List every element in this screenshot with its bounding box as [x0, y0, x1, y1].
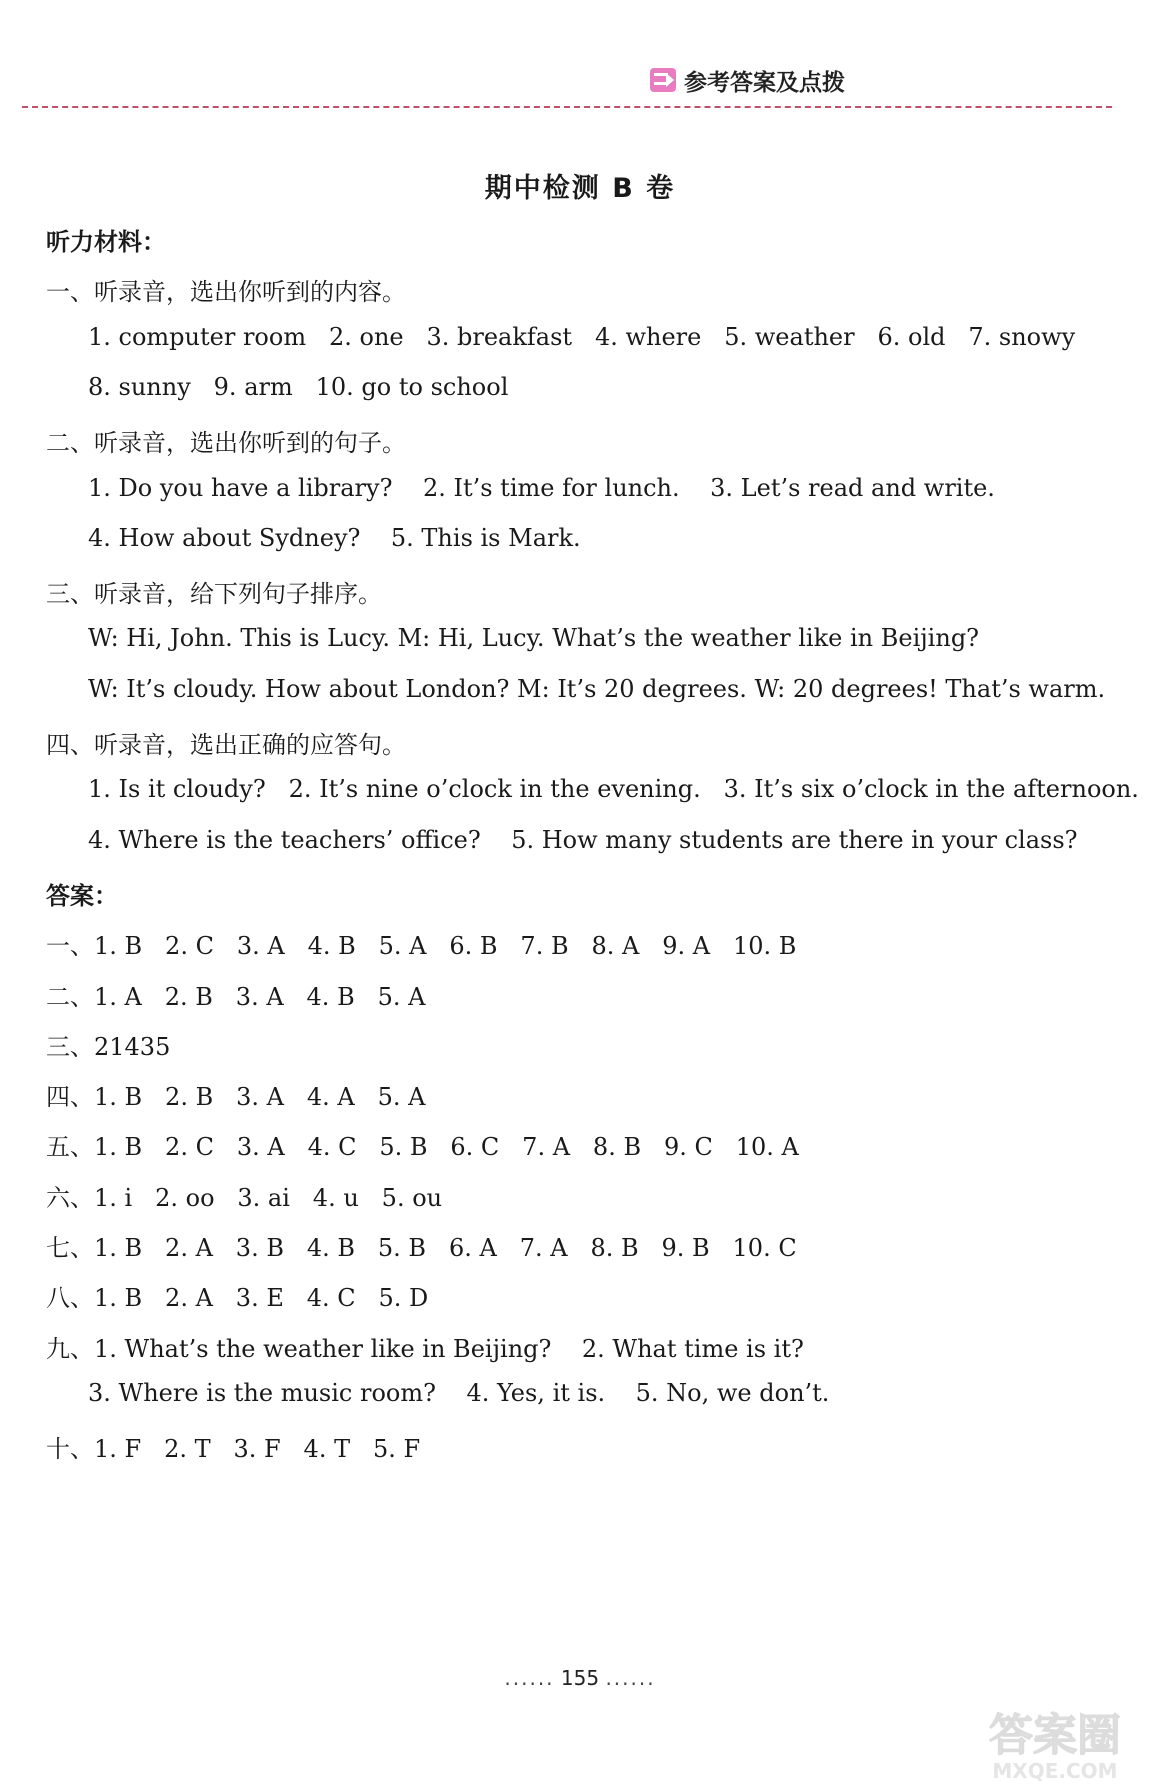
- page-title: 期中检测 B 卷: [484, 173, 676, 204]
- listening-line: 三、听录音，给下列句子排序。: [46, 580, 382, 609]
- answer-line: 十、1. F 2. T 3. F 4. T 5. F: [46, 1435, 421, 1464]
- arrow-icon: [650, 68, 676, 92]
- page-header: [650, 62, 845, 98]
- header-divider: [22, 106, 1112, 108]
- watermark-logo: [965, 1700, 1145, 1784]
- listening-line: 4. Where is the teachers’ office? 5. How many students are there in your class?: [88, 825, 1078, 854]
- footer-dots-right: ......: [605, 1666, 656, 1690]
- section-label-listening: 听力材料：: [46, 228, 166, 256]
- section-label-answers: 答案：: [46, 881, 118, 910]
- listening-line: 1. computer room 2. one 3. breakfast 4. where 5. weather 6. old 7. snowy: [88, 322, 1076, 351]
- answer-line: 八、1. B 2. A 3. E 4. C 5. D: [46, 1284, 429, 1313]
- header-title: 参考答案及点拨: [684, 69, 845, 96]
- listening-line: 二、听录音，选出你听到的句子。: [46, 429, 406, 458]
- listening-line: 一、听录音，选出你听到的内容。: [46, 278, 406, 307]
- watermark-url: MXQE.COM: [992, 1759, 1118, 1783]
- answer-line: 六、1. i 2. oo 3. ai 4. u 5. ou: [46, 1183, 443, 1212]
- answer-line: 九、1. What’s the weather like in Beijing? 2. What time is it?: [46, 1334, 804, 1363]
- answer-line: 三、21435: [46, 1032, 171, 1061]
- listening-line: 1. Is it cloudy? 2. It’s nine o’clock in the evening. 3. It’s six o’clock in the afternoon.: [88, 775, 1139, 804]
- answer-line: 二、1. A 2. B 3. A 4. B 5. A: [46, 982, 426, 1011]
- answer-line: 七、1. B 2. A 3. B 4. B 5. B 6. A 7. A 8. B 9. B 10. C: [46, 1234, 797, 1262]
- listening-line: 1. Do you have a library? 2. It’s time for lunch. 3. Let’s read and write.: [88, 473, 995, 502]
- footer-dots-left: ......: [504, 1666, 555, 1690]
- listening-line: 8. sunny 9. arm 10. go to school: [88, 372, 509, 401]
- listening-line: W: It’s cloudy. How about London? M: It’s 20 degrees. W: 20 degrees! That’s warm.: [88, 674, 1106, 703]
- listening-line: W: Hi, John. This is Lucy. M: Hi, Lucy. What’s the weather like in Beijing?: [88, 624, 980, 653]
- listening-line: 四、听录音，选出正确的应答句。: [46, 731, 406, 759]
- answer-line: 四、1. B 2. B 3. A 4. A 5. A: [46, 1083, 426, 1112]
- answer-line: 一、1. B 2. C 3. A 4. B 5. A 6. B 7. B 8. A 9. A 10. B: [46, 932, 797, 961]
- answer-line: 3. Where is the music room? 4. Yes, it is. 5. No, we don’t.: [88, 1378, 830, 1407]
- listening-line: 4. How about Sydney? 5. This is Mark.: [88, 523, 581, 552]
- page-number: 155: [560, 1666, 600, 1690]
- watermark-logo-text: 答案圈: [989, 1710, 1121, 1761]
- page-footer: [0, 1666, 1160, 1690]
- answer-line: 五、1. B 2. C 3. A 4. C 5. B 6. C 7. A 8. B 9. C 10. A: [46, 1133, 799, 1162]
